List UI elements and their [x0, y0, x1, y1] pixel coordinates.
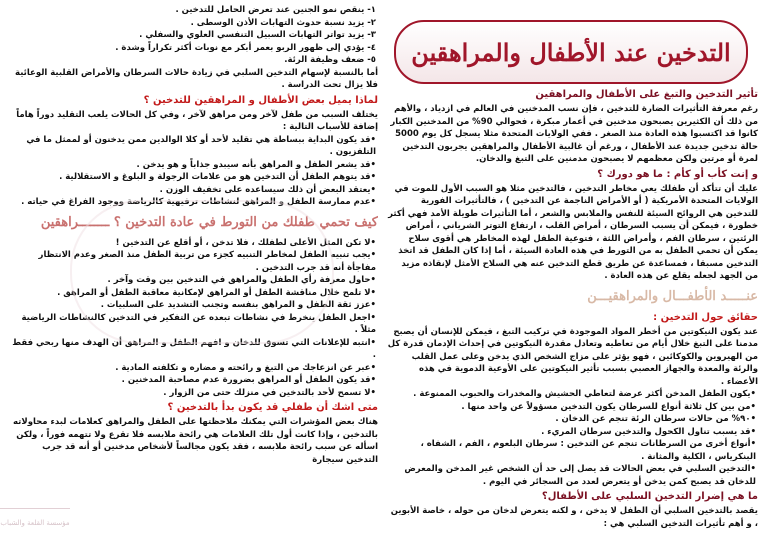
protect-item: •لا تسمح لأحد بالتدخين في منزلك حتى من الزوار .	[163, 387, 376, 398]
when-suspect-body: هناك بعض المؤشرات التي يمكنك ملاحظتها على الطفل والمراهق كعلامات لبدء محاولاته بالتدخين ، وإذا كانت أول تلك العلامات هي رائحة ملابسه فلا تقرع ولا تتهمه فوراً ، ولكن اسأله عن سبب رائحة ملابسه ، فقد يكون مجالساً لأشخاص مدخنين أو أنه قد جرب التدخين سيجارة	[13, 417, 378, 465]
fact-item: •٩٠% من حالات سرطان الرئة تنجم عن الدخان .	[555, 414, 756, 424]
reason-item: •عدم ممارسة الطفل و المراهق لنشاطات ترفيهية كالرياضة ووجود الفراغ في حياته .	[21, 197, 376, 207]
protect-item: •لا تكن المثل الأعلى لطفلك ، فلا تدخن ، أو أقلع عن التدخين !	[115, 237, 376, 248]
facts-heading: حقائق حول التدخين :	[653, 311, 758, 323]
passive-effects-list	[10, 4, 378, 67]
right-column	[386, 0, 758, 543]
children-banner: عنـــــد الأطفـــال والمراهقيـــن	[587, 289, 758, 304]
effect-item: ٣- يزيد تواتر التهابات السبيل التنفسي العلوي والسفلي .	[139, 30, 376, 40]
parent-role-body: عليك أن تتأكد أن طفلك يعي مخاطر التدخين ، فالتدخين مثلا هو السبب الأول للموت في الولايات المتحدة الأمريكية ( أو الأمراض الناجمة عن التدخين ) ، فالتأثيرات الفورية للتدخين هي الروائح السيئة للنفس والملابس والشعر ، أما التأثيرات طويلة الأمد فهي أكثر خطورة ، فيمكن أن يسبب السرطان ، أمراض القلب ، ارتفاع التوتر الشرياني ، أمراض الرئتين ، سرطان الفم ، وأمراض اللثة ، فتوعية الطفل لهذه المخاطر هي أقوى سلاح يمكن أن تحمي الطفل به من التورط في هذه العادة السيئة ، أما إذا كان الطفل قد اتخذ التدخين مسبقا ، فمساعدة عن طريق قطع التدخين عنه هي السلاح الأمثل لإنقاذه مزيد من الجهد لجعله يقلع عن هذه العادة .	[388, 183, 758, 281]
left-column	[10, 0, 378, 543]
reasons-list	[10, 134, 378, 209]
fact-item: •التدخين السلبي في بعض الحالات قد يصل إلى حد أن الشخص غير المدخن والمعرض للدخان قد يصبح كمن يدخن أو يتعرض لعدد من السجائر في اليوم .	[404, 464, 756, 487]
protect-item: •عزز ثقة الطفل و المراهق بنفسه وتجنب التشديد على السلبيات .	[100, 300, 376, 310]
page-title: التدخين عند الأطفال والمراهقين	[394, 20, 748, 84]
protect-child-banner: كيف تحمي طفلك من التورط في عادة التدخين ؟ ــــــــراهقين	[40, 215, 378, 230]
protect-list	[10, 237, 378, 400]
protect-item: •حاول معرفة رأي الطفل والمراهق في التدخين بين وقت وآخر .	[107, 275, 376, 285]
effects-note: أما بالنسبة لإسهام التدخين السلبي في زيادة حالات السرطان والأمراض القلبية الوعائية فلا يزال تحت الدراسة .	[15, 67, 378, 90]
protect-item: •اجعل الطفل ينخرط في نشاطات تبعده عن التفكير في التدخين كالنشاطات الرياضية مثلاً .	[21, 312, 376, 335]
protect-item: •انتبه للإعلانات التي تسوق للدخان و افهم الطفل و المراهق أن الهدف منها ربحي فقط .	[12, 337, 376, 360]
fact-item: •من بين كل ثلاثة أنواع للسرطان يكون التدخين مسؤولاً عن واحد منها .	[461, 401, 756, 412]
effect-item: ٢- يزيد نسبة حدوث التهابات الأذن الوسطى .	[190, 17, 376, 28]
fact-item: •يكون الطفل المدخن أكثر عرضة لتعاطي الحشيش والمخدرات والحبوب الممنوعة .	[413, 389, 756, 399]
fact-item: •قد يسبب تناول الكحول والتدخين سرطان المريء .	[541, 426, 756, 437]
effect-item: ١- ينقص نمو الجنين عند تعرض الحامل للتدخين .	[175, 5, 376, 15]
impact-body: رغم معرفة التأثيرات الضارة للتدخين ، فإن نسب المدخنين في العالم في ازدياد ، والأهم من ذلك أن الكثيرين يصبحون مدخنين في أعمار مبكرة ، فحوالي 90% من المدخنين الكبار كانوا قد اكتسبوا هذه العادة منذ الصغر . ففي الولايات المتحدة مثلا يسجل كل يوم 5000 حالة تدخين جديدة عند الأطفال ، ورغم أن غالبية الأطفال والمراهقين يجربون التدخين لمرة أو مرتين ولكن معظمهم لا يصبحون مدمنين على التبغ والدخان.	[390, 104, 758, 164]
footer-seal: مؤسسة القلعة والشباب	[0, 508, 70, 537]
when-suspect-heading: متى اشك أن طفلي قد يكون بدأ بالتدخين ؟	[167, 402, 378, 413]
effect-item: ٥- ضعف وظيفة الرئة.	[284, 55, 376, 65]
reason-item: •قد يتوهم الطفل أن التدخين هو من علامات الرجولة و البلوغ و الاستقلالية .	[59, 172, 376, 182]
protect-item: •يجب تنبيه الطفل لمخاطر التنبيه كجزء من تربية الطفل منذ الصغر وعدم الانتظار مفاجأة أنه قد جرب التدخين .	[38, 250, 376, 273]
facts-intro: عند يكون النيكوتين من أخطر المواد الموجودة في تركيب التبغ ، فيمكن للإنسان أن يصبح مدمنا على التبغ خلال أيام من تعاطيه وتعادل مقدرة النيكوتين في إحداث الإدمان قدرة كل من الهيروين والكوكائين ، فهو يؤثر على مزاج الشخص الذي يدخن وعلى عمل القلب والرئة والمعدة والجهاز العصبي بسبب تأثير النيكوتين على الأوعية الدموية في هذه الأعضاء .	[387, 326, 758, 387]
passive-smoking-heading: ما هي إضرار التدخين السلبي على الأطفال؟	[541, 491, 758, 502]
facts-list	[386, 388, 758, 488]
fact-item: •أنواع أخرى من السرطانات تنجم عن التدخين : سرطان البلعوم ، الفم ، الشفاه ، البنكرياس ، الكلية والمثانة .	[420, 439, 756, 462]
why-children-smoke-body: يختلف السبب من طفل لآخر ومن مراهق لآخر ، وفي كل الحالات يلعب التقليد دوراً هاماً إضافة للأسباب التالية :	[16, 109, 378, 132]
protect-item: •لا تلمح خلال مناقشة الطفل أو المراهق لإمكانية معاقبة الطفل أو المراهق .	[57, 287, 376, 298]
reason-item: •يعتقد البعض أن ذلك سيساعده على تخفيف الوزن .	[159, 184, 376, 195]
impact-heading: تأثير التدخين والتبغ على الأطفال والمراهقين	[535, 89, 758, 100]
parent-role-heading: و إنت كأب أو كأم : ما هو دورك ؟	[597, 168, 758, 180]
reason-item: •قد يكون البداية ببساطة هي تقليد لأحد أو كلا الوالدين ممن يدخنون أو لممثل ما في التلفزيون .	[26, 134, 376, 157]
reason-item: •قد يشعر الطفل و المراهق بأنه سيبدو جذاباً و هو يدخن .	[136, 159, 376, 170]
passive-smoking-body: يقصد بالتدخين السلبي أن الطفل لا يدخن ، و لكنه يتعرض لدخان من حوله ، خاصة الأبوين ، و أهم تأثيرات التدخين السلبي هي :	[390, 506, 758, 529]
protect-item: •قد يكون الطفل أو المراهق بضرورة عدم مصاحبة المدخنين .	[121, 375, 376, 385]
why-children-smoke-heading: لماذا يميل بعض الأطفال و المراهقين للتدخين ؟	[143, 94, 378, 106]
effect-item: ٤- يؤدي إلى ظهور الربو بعمر أبكر مع نوبات أكثر تكراراً وشدة .	[115, 42, 376, 53]
protect-item: •عبر عن انزعاجك من التبغ و رائحته و مضاره و تكلفته المادية .	[115, 362, 376, 373]
